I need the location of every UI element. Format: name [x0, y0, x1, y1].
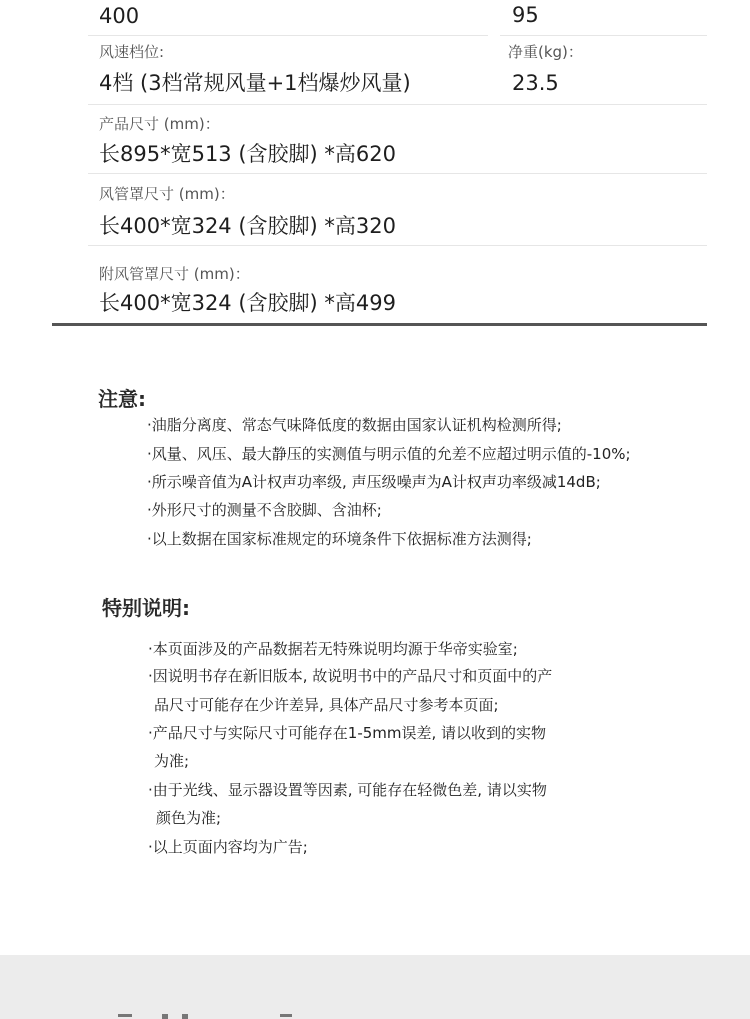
heading-fragment	[280, 1014, 292, 1017]
spec-hood-size-label: 风管罩尺寸 (mm)：	[99, 185, 235, 203]
section-rule	[52, 323, 707, 326]
divider	[88, 104, 707, 105]
heading-fragment	[182, 1014, 188, 1019]
notice-item: ·所示噪音值为A计权声功率级, 声压级噪声为A计权声功率级减14dB;	[147, 473, 601, 491]
special-line: 为准;	[154, 752, 190, 770]
special-line: 颜色为准;	[156, 809, 222, 827]
notice-item: ·以上数据在国家标准规定的环境条件下依据标准方法测得;	[147, 530, 532, 548]
notice-title: 注意:	[98, 387, 146, 411]
divider	[88, 245, 707, 246]
spec-extra-hood-size-label: 附风管罩尺寸 (mm)：	[99, 265, 250, 283]
next-section-band	[0, 955, 750, 1019]
special-line: ·由于光线、显示器设置等因素, 可能存在轻微色差, 请以实物	[148, 781, 547, 799]
spec-weight-label: 净重(kg)：	[508, 43, 583, 61]
special-title: 特别说明:	[102, 596, 190, 620]
spec-weight-value: 23.5	[512, 71, 559, 95]
spec-extra-hood-size-value: 长400*宽324 (含胶脚) *高499	[99, 291, 396, 315]
spec-speed-value: 4档 (3档常规风量+1档爆炒风量)	[99, 71, 411, 95]
spec-speed-label: 风速档位:	[99, 43, 165, 61]
notice-item: ·外形尺寸的测量不含胶脚、含油杯;	[147, 501, 382, 519]
heading-fragment	[118, 1014, 132, 1017]
divider	[88, 173, 707, 174]
spec-top-left-value: 400	[99, 4, 140, 28]
special-line: ·因说明书存在新旧版本, 故说明书中的产品尺寸和页面中的产	[148, 667, 553, 685]
spec-product-size-value: 长895*宽513 (含胶脚) *高620	[99, 142, 396, 166]
special-line: ·产品尺寸与实际尺寸可能存在1-5mm误差, 请以收到的实物	[148, 724, 547, 742]
divider	[88, 35, 488, 36]
special-line: 品尺寸可能存在少许差异, 具体产品尺寸参考本页面;	[154, 696, 499, 714]
notice-item: ·油脂分离度、常态气味降低度的数据由国家认证机构检测所得;	[147, 416, 562, 434]
notice-item: ·风量、风压、最大静压的实测值与明示值的允差不应超过明示值的-10%;	[147, 445, 631, 463]
spec-top-right-value: 95	[512, 3, 539, 27]
heading-fragment	[162, 1014, 168, 1019]
special-line: ·以上页面内容均为广告;	[148, 838, 308, 856]
spec-hood-size-value: 长400*宽324 (含胶脚) *高320	[99, 214, 396, 238]
special-line: ·本页面涉及的产品数据若无特殊说明均源于华帝实验室;	[148, 640, 518, 658]
spec-product-size-label: 产品尺寸 (mm)：	[99, 115, 220, 133]
divider	[500, 35, 707, 36]
